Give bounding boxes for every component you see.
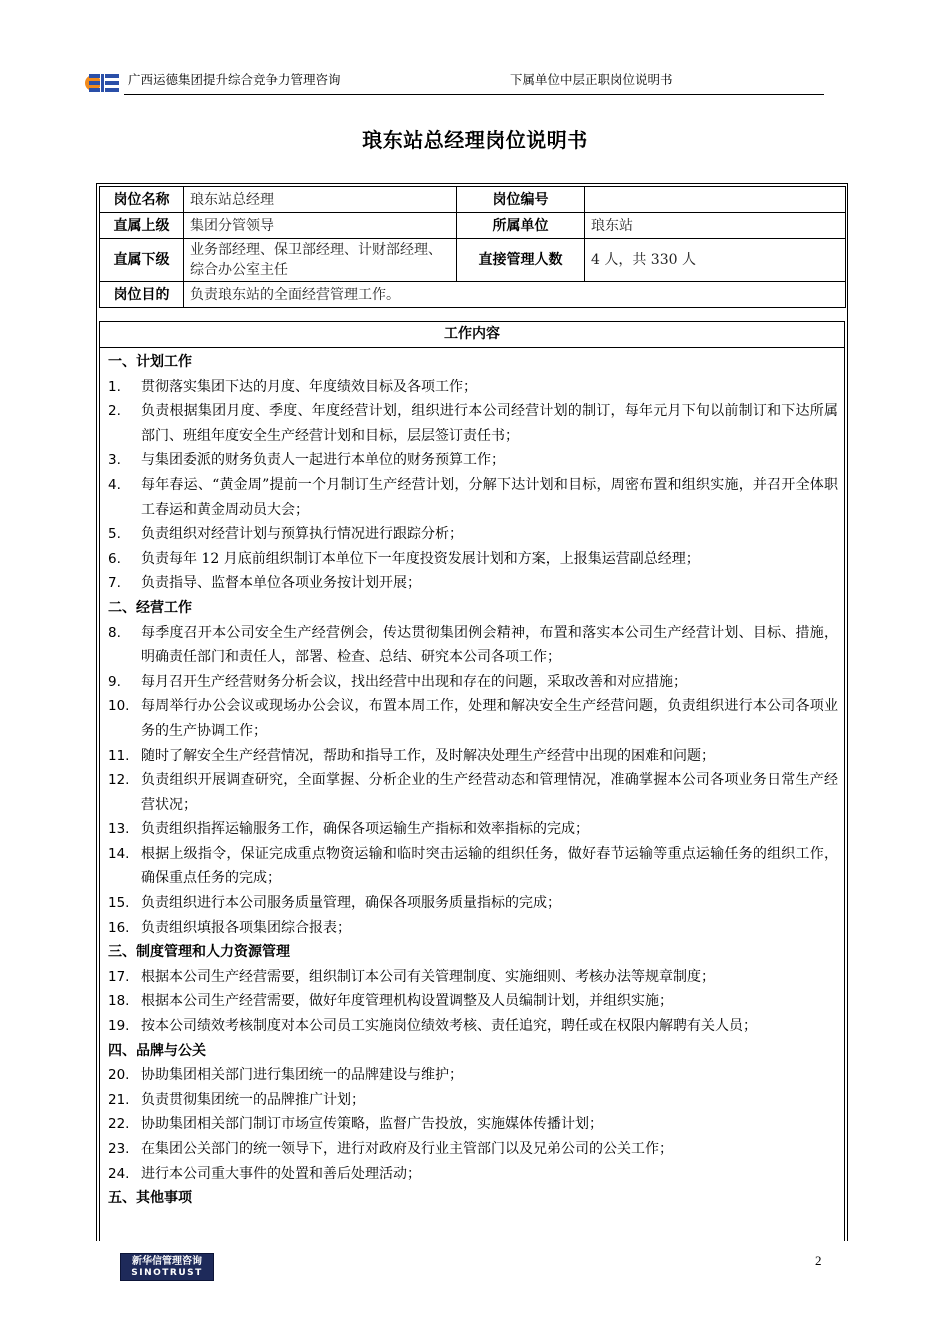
list-item	[108, 522, 844, 547]
item-text: 负责每年 12 月底前组织制订本单位下一年度投资发展计划和方案，上报集运营副总经理；	[141, 550, 700, 567]
item-number: 10.	[108, 698, 130, 715]
item-text: 负责组织填报各项集团综合报表；	[141, 919, 351, 936]
list-item	[108, 399, 844, 448]
item-text: 贯彻落实集团下达的月度、年度绩效目标及各项工作；	[141, 378, 477, 395]
item-text: 随时了解安全生产经营情况，帮助和指导工作，及时解决处理生产经营中出现的困难和问题；	[141, 747, 715, 764]
section-heading: 一、计划工作	[108, 354, 192, 370]
item-number: 12.	[108, 772, 130, 789]
work-content-list	[100, 348, 844, 1211]
page-number: 2	[815, 1253, 822, 1268]
item-number: 7.	[108, 575, 121, 592]
list-item	[108, 1088, 844, 1113]
item-number: 13.	[108, 821, 130, 838]
document-title: 琅东站总经理岗位说明书	[362, 128, 588, 152]
item-text: 每周举行办公会议或现场办公会议，布置本周工作，处理和解决安全生产经营问题，负责组织进行本公司各项业务的生产协调工作；	[141, 698, 838, 739]
item-number: 11.	[108, 747, 130, 764]
list-item	[108, 473, 844, 522]
purpose-label: 岗位目的	[100, 282, 184, 308]
item-number: 22.	[108, 1116, 130, 1133]
item-text: 每月召开生产经营财务分析会议，找出经营中出现和存在的问题，采取改善和对应措施；	[141, 673, 687, 690]
list-item	[108, 842, 844, 891]
list-item	[108, 965, 844, 990]
subordinate-value: 业务部经理、保卫部经理、计财部经理、综合办公室主任	[184, 239, 457, 282]
item-text: 协助集团相关部门制订市场宣传策略，监督广告投放，实施媒体传播计划；	[141, 1116, 603, 1133]
list-item	[108, 744, 844, 769]
item-number: 24.	[108, 1165, 130, 1182]
item-text: 按本公司绩效考核制度对本公司员工实施岗位绩效考核、责任追究，聘任或在权限内解聘有关人员；	[141, 1018, 757, 1035]
item-number: 16.	[108, 919, 130, 936]
item-text: 进行本公司重大事件的处置和善后处理活动；	[141, 1165, 421, 1182]
item-number: 9.	[108, 673, 121, 690]
list-item	[108, 621, 844, 670]
item-number: 20.	[108, 1067, 130, 1084]
info-table	[99, 186, 846, 308]
item-text: 根据本公司生产经营需要，做好年度管理机构设置调整及人员编制计划，并组织实施；	[141, 993, 673, 1010]
list-item	[108, 1014, 844, 1039]
list-item	[108, 571, 844, 596]
footer-logo-cn: 新华信管理咨询	[132, 1256, 202, 1267]
item-text: 负责根据集团月度、季度、年度经营计划，组织进行本公司经营计划的制订，每年元月下旬以前制订和下达所属部门、班组年度安全生产经营计划和目标，层层签订责任书；	[141, 403, 838, 444]
list-item	[108, 817, 844, 842]
info-row-superior	[100, 213, 846, 239]
item-text: 与集团委派的财务负责人一起进行本单位的财务预算工作；	[141, 452, 505, 469]
item-number: 2.	[108, 403, 121, 420]
item-text: 协助集团相关部门进行集团统一的品牌建设与维护；	[141, 1067, 463, 1084]
list-item	[108, 1063, 844, 1088]
page-header	[84, 66, 824, 95]
list-item	[108, 547, 844, 572]
item-number: 18.	[108, 993, 130, 1010]
list-item	[108, 1112, 844, 1137]
unit-label: 所属单位	[457, 213, 585, 239]
item-text: 每季度召开本公司安全生产经营例会，传达贯彻集团例会精神，布置和落实本公司生产经营计划、目标、措施，明确责任部门和责任人，部署、检查、总结、研究本公司各项工作；	[141, 624, 838, 666]
footer-logo-en: SINOTRUST	[131, 1268, 203, 1278]
item-number: 6.	[108, 550, 121, 567]
work-content-section	[99, 321, 845, 1241]
list-item	[108, 989, 844, 1014]
work-content-title: 工作内容	[100, 322, 844, 348]
item-number: 14.	[108, 845, 130, 862]
item-number: 8.	[108, 624, 121, 641]
superior-value: 集团分管领导	[184, 213, 457, 239]
section-heading: 二、经营工作	[108, 599, 192, 616]
section-heading: 五、其他事项	[108, 1190, 192, 1207]
purpose-value: 负责琅东站的全面经营管理工作。	[184, 282, 846, 308]
list-item	[108, 768, 844, 817]
item-number: 17.	[108, 968, 130, 985]
headcount-label: 直接管理人数	[457, 239, 585, 282]
unit-value: 琅东站	[585, 213, 846, 239]
post-code-value	[585, 187, 846, 213]
list-item	[108, 448, 844, 473]
list-item	[108, 916, 844, 941]
item-text: 根据本公司生产经营需要，组织制订本公司有关管理制度、实施细则、考核办法等规章制度；	[141, 968, 715, 985]
sinotrust-logo	[120, 1253, 214, 1281]
item-text: 负责组织进行本公司服务质量管理，确保各项服务质量指标的完成；	[141, 895, 561, 912]
item-number: 4.	[108, 476, 121, 493]
item-text: 负责指导、监督本单位各项业务按计划开展；	[141, 575, 421, 592]
item-text: 在集团公关部门的统一领导下，进行对政府及行业主管部门以及兄弟公司的公关工作；	[141, 1141, 673, 1157]
item-number: 5.	[108, 526, 121, 543]
info-row-name	[100, 187, 846, 213]
list-item	[108, 670, 844, 695]
item-number: 3.	[108, 452, 121, 469]
item-text: 负责组织开展调查研究，全面掌握、分析企业的生产经营动态和管理情况，准确掌握本公司各项业务日常生产经营状况；	[141, 772, 838, 813]
item-number: 1.	[108, 378, 121, 395]
item-number: 23.	[108, 1141, 130, 1157]
item-text: 负责组织指挥运输服务工作，确保各项运输生产指标和效率指标的完成；	[141, 821, 589, 838]
list-item	[108, 1162, 844, 1187]
item-number: 15.	[108, 895, 130, 912]
subordinate-label: 直属下级	[100, 239, 184, 282]
list-item	[108, 375, 844, 400]
list-item	[108, 891, 844, 916]
list-item	[108, 694, 844, 743]
superior-label: 直属上级	[100, 213, 184, 239]
section-heading: 三、制度管理和人力资源管理	[108, 944, 290, 961]
list-item	[108, 1137, 844, 1162]
item-text: 负责贯彻集团统一的品牌推广计划；	[141, 1091, 365, 1108]
info-row-purpose	[100, 282, 846, 308]
section-heading: 四、品牌与公关	[108, 1042, 206, 1059]
info-row-subordinate	[100, 239, 846, 282]
item-number: 21.	[108, 1091, 130, 1108]
item-text: 每年春运、“黄金周”提前一个月制订生产经营计划，分解下达计划和目标，周密布置和组织实施，并召开全体职工春运和黄金周动员大会；	[141, 476, 838, 518]
item-text: 根据上级指令，保证完成重点物资运输和临时突击运输的组织任务，做好春节运输等重点运输任务的组织工作，确保重点任务的完成；	[141, 845, 838, 887]
header-right-text: 下属单位中层正职岗位说明书	[510, 72, 673, 87]
item-text: 负责组织对经营计划与预算执行情况进行跟踪分析；	[141, 526, 463, 543]
post-name-value: 琅东站总经理	[184, 187, 457, 213]
header-left-text: 广西运德集团提升综合竞争力管理咨询	[128, 72, 341, 87]
company-logo-icon	[84, 70, 124, 96]
item-number: 19.	[108, 1018, 130, 1035]
post-code-label: 岗位编号	[457, 187, 585, 213]
post-name-label: 岗位名称	[100, 187, 184, 213]
headcount-value: 4 人，共 330 人	[585, 239, 846, 282]
